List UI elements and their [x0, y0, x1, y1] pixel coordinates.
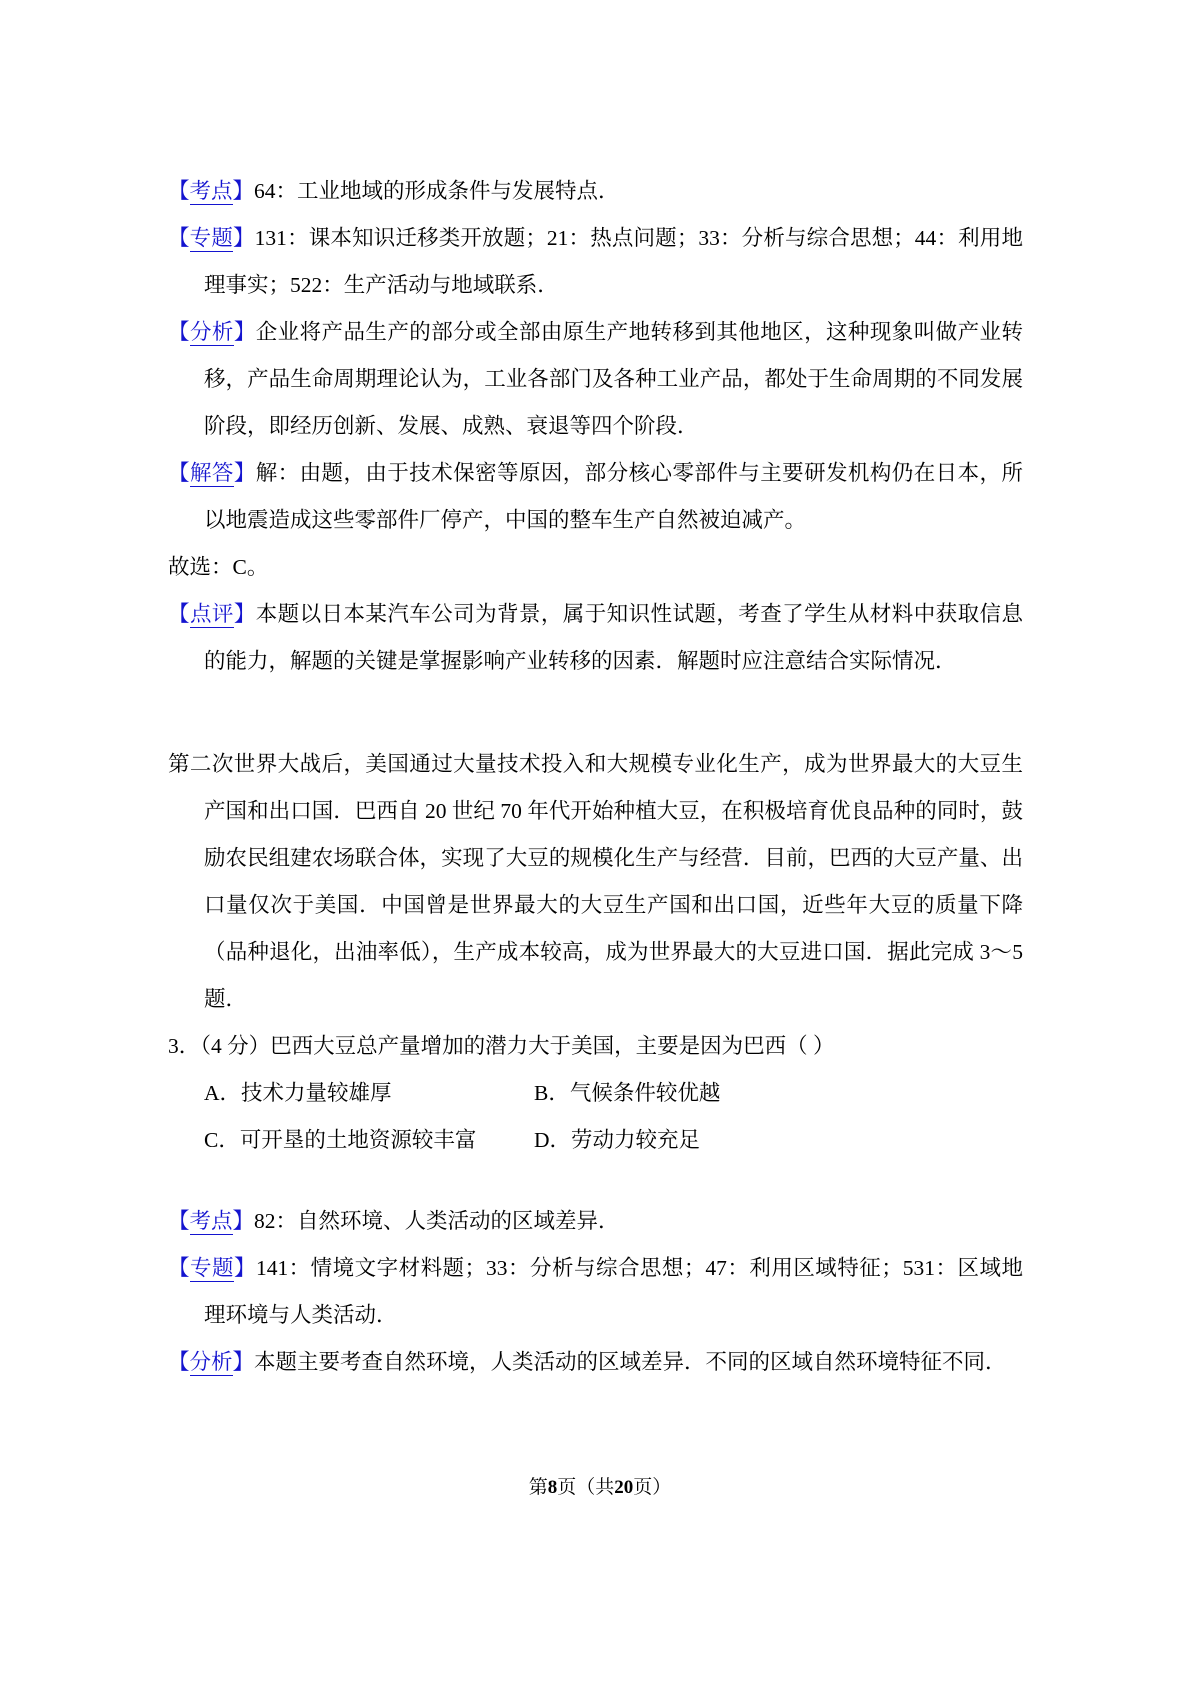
- zhuanti-line-2: [168, 1245, 1023, 1339]
- kaodian-line-2: [168, 1198, 1023, 1245]
- section-spacer-2: [168, 1164, 1023, 1198]
- kaodian-label-2: 【考点】: [168, 1209, 255, 1233]
- jieda-label: 【解答】: [168, 461, 256, 485]
- question-3-options: [168, 1070, 1023, 1164]
- footer-prefix: 第: [528, 1477, 548, 1498]
- fenxi-line-1: [168, 309, 1023, 450]
- footer-page-number: 8: [547, 1477, 558, 1498]
- kaodian-label: 【考点】: [168, 179, 255, 203]
- dianping-text-1: 本题以日本某汽车公司为背景，属于知识性试题，考查了学生从材料中获取信息的能力，解题的关键是掌握影响产业转移的因素．解题时应注意结合实际情况．: [204, 602, 1023, 673]
- kaodian-text-1: 64：工业地域的形成条件与发展特点．: [254, 179, 620, 203]
- footer-middle: 页（共: [557, 1477, 615, 1498]
- fenxi-text-1: 企业将产品生产的部分或全部由原生产地转移到其他地区，这种现象叫做产业转移，产品生命周期理论认为，工业各部门及各种工业产品，都处于生命周期的不同发展阶段，即经历创新、发展、成熟、衰退等四个阶段．: [204, 320, 1023, 438]
- zhuanti-text-2: 141：情境文字材料题；33：分析与综合思想；47：利用区域特征；531：区域地理环境与人类活动．: [204, 1256, 1023, 1327]
- fenxi-label-2: 【分析】: [168, 1350, 255, 1374]
- question-3-stem: 3．（4 分）巴西大豆总产量增加的潜力大于美国，主要是因为巴西（ ）: [168, 1034, 835, 1058]
- option-row-1: [204, 1070, 1023, 1117]
- kaodian-text-2: 82：自然环境、人类活动的区域差异．: [254, 1209, 620, 1233]
- option-row-2: [204, 1117, 1023, 1164]
- answer-line: 故选：C。: [168, 555, 269, 579]
- fenxi-line-2: [168, 1339, 1023, 1386]
- footer-suffix: 页）: [633, 1477, 672, 1498]
- fenxi-text-2: 本题主要考查自然环境，人类活动的区域差异．不同的区域自然环境特征不同．: [254, 1350, 1007, 1374]
- zhuanti-text-1: 131：课本知识迁移类开放题；21：热点问题；33：分析与综合思想；44：利用地理事实；522：生产活动与地域联系．: [204, 226, 1023, 297]
- zhuanti-line-1: [168, 215, 1023, 309]
- page-content: [168, 168, 1023, 1386]
- jieda-text-1: 解：由题，由于技术保密等原因，部分核心零部件与主要研发机构仍在日本，所以地震造成这些零部件厂停产，中国的整车生产自然被迫减产。: [204, 461, 1023, 532]
- option-c[interactable]: C．可开垦的土地资源较丰富: [204, 1128, 477, 1152]
- reading-passage: 第二次世界大战后，美国通过大量技术投入和大规模专业化生产，成为世界最大的大豆生产国和出口国．巴西自 20 世纪 70 年代开始种植大豆，在积极培育优良品种的同时，鼓励农民组建农场联合体，实现了大豆的规模化生产与经营．目前，巴西的大豆产量、出口量仅次于美国．中国曾是世界最大的大豆生产国和出口国，近些年大豆的质量下降（品种退化，出油率低），生产成本较高，成为世界最大的大豆进口国．据此完成 3～5 题．: [168, 752, 1023, 1011]
- option-b[interactable]: B．气候条件较优越: [534, 1081, 721, 1105]
- fenxi-label: 【分析】: [168, 320, 256, 344]
- option-d[interactable]: D．劳动力较充足: [534, 1128, 701, 1152]
- section-spacer-1: [168, 685, 1023, 741]
- zhuanti-label: 【专题】: [168, 226, 255, 250]
- option-a[interactable]: A．技术力量较雄厚: [204, 1081, 392, 1105]
- page-footer: [0, 1474, 1200, 1502]
- dianping-line-1: [168, 591, 1023, 685]
- footer-total-pages: 20: [614, 1477, 634, 1498]
- dianping-label: 【点评】: [168, 602, 256, 626]
- zhuanti-label-2: 【专题】: [168, 1256, 256, 1280]
- jieda-line-1: [168, 450, 1023, 544]
- kaodian-line-1: [168, 168, 1023, 215]
